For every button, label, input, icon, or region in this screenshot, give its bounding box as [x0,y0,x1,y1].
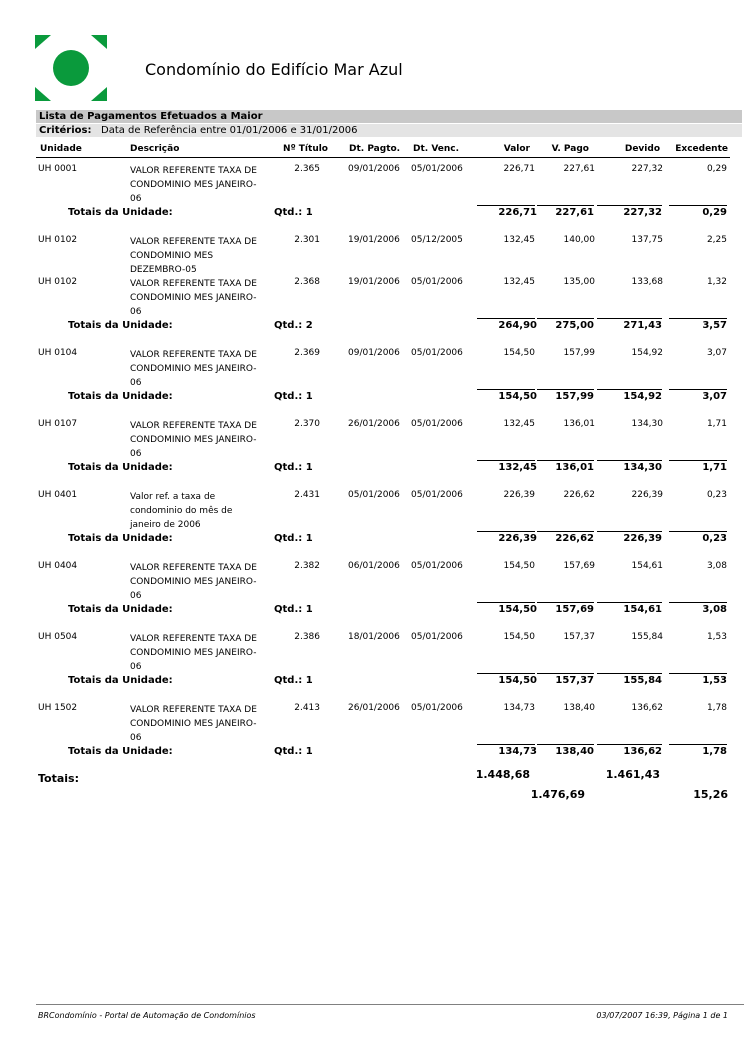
cell-valor: 132,45 [503,235,535,245]
subtotal-line [669,389,727,390]
cell-unidade: UH 0102 [38,277,78,287]
subtotal-line [597,318,662,319]
cell-devido: 154,92 [631,348,663,358]
unit-totals-label: Totais da Unidade: [68,391,173,402]
cell-valor: 134,73 [503,703,535,713]
cell-excedente: 3,08 [706,561,727,571]
cell-unidade: UH 0107 [38,419,78,429]
cell-unidade: UH 0401 [38,490,78,500]
col-devido: Devido [624,144,660,154]
subtotal-line [477,389,535,390]
subtotal-line [477,205,535,206]
cell-pagto: 26/01/2006 [348,703,400,713]
cell-excedente: 1,71 [706,419,727,429]
unit-total-pago: 136,01 [555,462,594,473]
unit-total-valor: 154,50 [498,675,537,686]
cell-pago: 136,01 [563,419,595,429]
cell-venc: 05/01/2006 [411,632,463,642]
unit-total-devido: 227,32 [623,207,662,218]
unit-totals-label: Totais da Unidade: [68,207,173,218]
cell-unidade: UH 0504 [38,632,78,642]
cell-titulo: 2.370 [294,419,320,429]
unit-total-valor: 226,39 [498,533,537,544]
subtotal-line [669,205,727,206]
cell-titulo: 2.368 [294,277,320,287]
unit-totals-label: Totais da Unidade: [68,604,173,615]
cell-descricao: VALOR REFERENTE TAXA DE CONDOMINIO MES JANEIRO-06 [130,705,257,743]
col-v-pago: V. Pago [551,144,589,154]
unit-total-devido: 271,43 [623,320,662,331]
cell-devido: 226,39 [631,490,663,500]
cell-pagto: 09/01/2006 [348,164,400,174]
cell-venc: 05/01/2006 [411,490,463,500]
cell-excedente: 1,32 [706,277,727,287]
subtotal-line [477,673,535,674]
cell-pago: 226,62 [563,490,595,500]
unit-total-excedente: 1,53 [702,675,727,686]
cell-unidade: UH 0102 [38,235,78,245]
unit-total-valor: 134,73 [498,746,537,757]
cell-devido: 227,32 [631,164,663,174]
cell-pago: 135,00 [563,277,595,287]
cell-unidade: UH 0001 [38,164,78,174]
unit-total-valor: 154,50 [498,391,537,402]
criteria-bar [36,124,742,137]
subtotal-line [537,602,594,603]
cell-valor: 154,50 [503,632,535,642]
cell-pagto: 06/01/2006 [348,561,400,571]
unit-total-valor: 132,45 [498,462,537,473]
unit-totals-qtd: Qtd.: 1 [274,675,313,686]
criteria-label: Critérios: [39,125,92,136]
unit-total-excedente: 1,78 [702,746,727,757]
col-unidade: Unidade [40,144,82,154]
subtotal-line [597,389,662,390]
cell-titulo: 2.382 [294,561,320,571]
unit-total-valor: 264,90 [498,320,537,331]
condominium-logo-icon [35,35,107,101]
cell-descricao: VALOR REFERENTE TAXA DE CONDOMINIO MES JANEIRO-06 [130,350,257,388]
cell-pago: 157,99 [563,348,595,358]
subtotal-line [537,389,594,390]
cell-descricao: VALOR REFERENTE TAXA DE CONDOMINIO MES DEZEMBRO-05 [130,237,257,275]
subtotal-line [477,744,535,745]
cell-excedente: 1,53 [706,632,727,642]
cell-descricao: VALOR REFERENTE TAXA DE CONDOMINIO MES JANEIRO-06 [130,634,257,672]
cell-titulo: 2.431 [294,490,320,500]
cell-descricao: VALOR REFERENTE TAXA DE CONDOMINIO MES JANEIRO-06 [130,166,257,204]
subtotal-line [537,744,594,745]
cell-titulo: 2.386 [294,632,320,642]
subtotal-line [477,318,535,319]
subtotal-line [669,531,727,532]
subtotal-line [597,460,662,461]
cell-titulo: 2.369 [294,348,320,358]
unit-total-valor: 154,50 [498,604,537,615]
footer-right: 03/07/2007 16:39, Página 1 de 1 [596,1011,728,1020]
unit-totals-qtd: Qtd.: 2 [274,320,313,331]
cell-devido: 155,84 [631,632,663,642]
cell-venc: 05/01/2006 [411,419,463,429]
subtotal-line [537,460,594,461]
cell-valor: 154,50 [503,561,535,571]
unit-total-devido: 134,30 [623,462,662,473]
subtotal-line [669,460,727,461]
cell-valor: 132,45 [503,277,535,287]
subtotal-line [537,318,594,319]
subtotal-line [537,531,594,532]
unit-totals-label: Totais da Unidade: [68,746,173,757]
subtotal-line [537,673,594,674]
subtotal-line [669,602,727,603]
unit-total-devido: 226,39 [623,533,662,544]
unit-total-pago: 157,99 [555,391,594,402]
unit-total-devido: 155,84 [623,675,662,686]
cell-pagto: 19/01/2006 [348,235,400,245]
grand-total-excedente: 15,26 [693,788,728,801]
footer-divider [36,1004,744,1005]
subtotal-line [597,602,662,603]
footer-left: BRCondomínio - Portal de Automação de Condomínios [38,1011,256,1020]
unit-total-pago: 157,69 [555,604,594,615]
subtotal-line [597,744,662,745]
unit-total-excedente: 3,57 [702,320,727,331]
subtotal-line [597,531,662,532]
criteria-value: Data de Referência entre 01/01/2006 e 31/01/2006 [101,125,358,136]
cell-excedente: 2,25 [706,235,727,245]
cell-venc: 05/01/2006 [411,164,463,174]
unit-totals-label: Totais da Unidade: [68,320,173,331]
subtotal-line [477,531,535,532]
cell-pagto: 19/01/2006 [348,277,400,287]
cell-pago: 140,00 [563,235,595,245]
subtotal-line [669,318,727,319]
unit-totals-qtd: Qtd.: 1 [274,604,313,615]
cell-titulo: 2.365 [294,164,320,174]
unit-total-excedente: 3,07 [702,391,727,402]
unit-total-pago: 157,37 [555,675,594,686]
cell-unidade: UH 1502 [38,703,78,713]
cell-devido: 133,68 [631,277,663,287]
unit-total-pago: 226,62 [555,533,594,544]
cell-pago: 157,69 [563,561,595,571]
cell-venc: 05/01/2006 [411,561,463,571]
col-valor: Valor [503,144,530,154]
subtotal-line [537,205,594,206]
unit-totals-qtd: Qtd.: 1 [274,533,313,544]
grand-total-devido: 1.461,43 [605,768,660,781]
unit-total-devido: 154,92 [623,391,662,402]
unit-totals-qtd: Qtd.: 1 [274,462,313,473]
unit-totals-label: Totais da Unidade: [68,462,173,473]
cell-pago: 157,37 [563,632,595,642]
cell-pagto: 05/01/2006 [348,490,400,500]
grand-total-pago: 1.476,69 [530,788,585,801]
cell-devido: 137,75 [631,235,663,245]
cell-devido: 136,62 [631,703,663,713]
cell-devido: 134,30 [631,419,663,429]
unit-total-excedente: 1,71 [702,462,727,473]
cell-venc: 05/12/2005 [411,235,463,245]
cell-excedente: 1,78 [706,703,727,713]
unit-totals-label: Totais da Unidade: [68,675,173,686]
cell-unidade: UH 0104 [38,348,78,358]
cell-descricao: VALOR REFERENTE TAXA DE CONDOMINIO MES JANEIRO-06 [130,421,257,459]
cell-descricao: Valor ref. a taxa de condominio do mês de janeiro de 2006 [130,492,233,530]
cell-descricao: VALOR REFERENTE TAXA DE CONDOMINIO MES JANEIRO-06 [130,563,257,601]
cell-venc: 05/01/2006 [411,703,463,713]
unit-total-pago: 138,40 [555,746,594,757]
subtotal-line [477,460,535,461]
subtotal-line [669,744,727,745]
unit-total-devido: 136,62 [623,746,662,757]
subtotal-line [597,205,662,206]
cell-venc: 05/01/2006 [411,348,463,358]
cell-valor: 226,71 [503,164,535,174]
cell-pago: 227,61 [563,164,595,174]
cell-pagto: 18/01/2006 [348,632,400,642]
unit-total-excedente: 3,08 [702,604,727,615]
unit-totals-label: Totais da Unidade: [68,533,173,544]
cell-valor: 154,50 [503,348,535,358]
report-title: Lista de Pagamentos Efetuados a Maior [36,110,742,123]
cell-unidade: UH 0404 [38,561,78,571]
col-titulo: Nº Título [283,144,328,154]
unit-totals-qtd: Qtd.: 1 [274,391,313,402]
subtotal-line [477,602,535,603]
header-divider [36,157,730,158]
cell-titulo: 2.301 [294,235,320,245]
grand-total-valor: 1.448,68 [475,768,530,781]
unit-total-excedente: 0,29 [702,207,727,218]
cell-descricao: VALOR REFERENTE TAXA DE CONDOMINIO MES JANEIRO-06 [130,279,257,317]
cell-excedente: 3,07 [706,348,727,358]
cell-titulo: 2.413 [294,703,320,713]
cell-devido: 154,61 [631,561,663,571]
col-excedente: Excedente [675,144,728,154]
cell-excedente: 0,23 [706,490,727,500]
subtotal-line [597,673,662,674]
unit-totals-qtd: Qtd.: 1 [274,207,313,218]
unit-totals-qtd: Qtd.: 1 [274,746,313,757]
cell-pago: 138,40 [563,703,595,713]
cell-valor: 226,39 [503,490,535,500]
cell-venc: 05/01/2006 [411,277,463,287]
unit-total-devido: 154,61 [623,604,662,615]
col-dt-pagto: Dt. Pagto. [349,144,401,154]
unit-total-pago: 227,61 [555,207,594,218]
col-descricao: Descrição [130,144,180,154]
unit-total-pago: 275,00 [555,320,594,331]
unit-total-excedente: 0,23 [702,533,727,544]
cell-pagto: 09/01/2006 [348,348,400,358]
cell-pagto: 26/01/2006 [348,419,400,429]
col-dt-venc: Dt. Venc. [413,144,460,154]
cell-excedente: 0,29 [706,164,727,174]
unit-total-valor: 226,71 [498,207,537,218]
cell-valor: 132,45 [503,419,535,429]
grand-totals-label: Totais: [38,772,79,785]
subtotal-line [669,673,727,674]
condo-name: Condomínio do Edifício Mar Azul [145,60,403,79]
